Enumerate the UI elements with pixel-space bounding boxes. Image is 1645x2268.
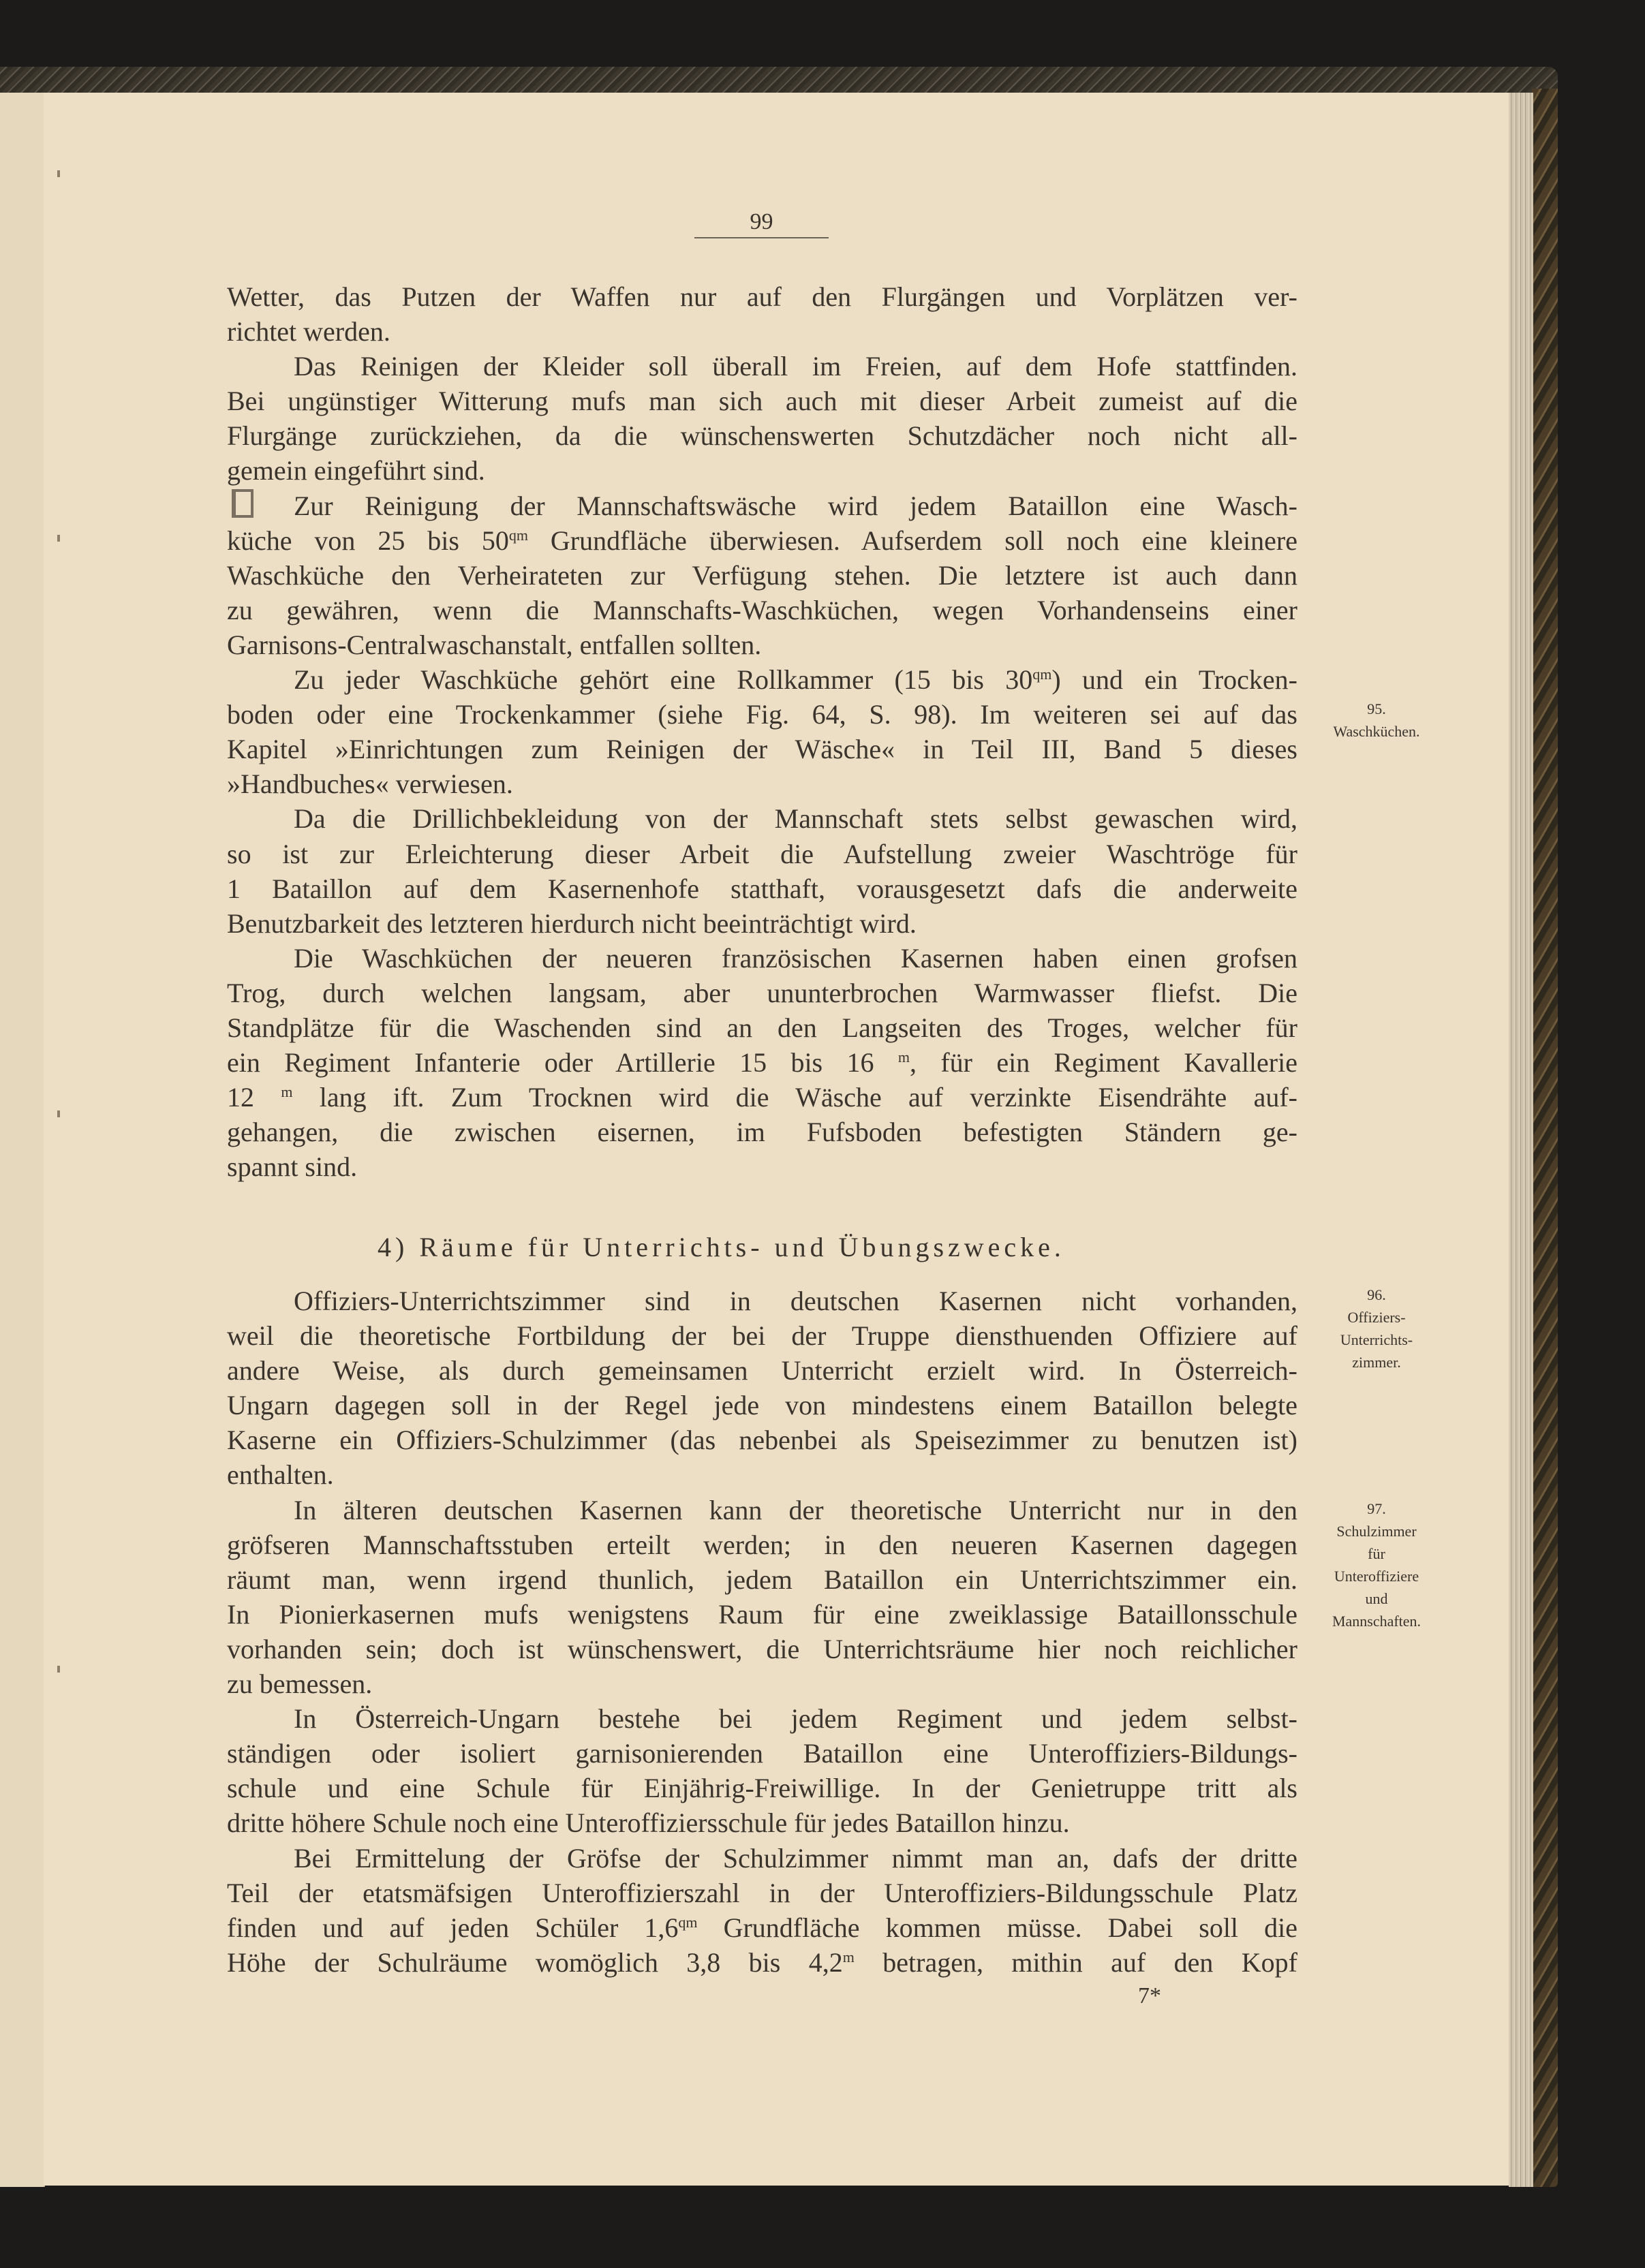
- text-run: finden und auf jeden Schüler 1,6: [227, 1912, 679, 1943]
- text-run: Flurgänge zurückziehen, da die wünschenswerten Schutzdächer noch nicht all-: [227, 420, 1297, 452]
- text-line: [227, 1736, 1297, 1771]
- margin-note-line: Mannschaften.: [1332, 1613, 1421, 1630]
- text-run: Kaserne ein Offiziers-Schulzimmer (das nebenbei als Speisezimmer zu benutzen ist): [227, 1425, 1297, 1456]
- book-cover-top: [0, 67, 1558, 93]
- text-line: [227, 1388, 1297, 1423]
- text-run: Ungarn dagegen soll in der Regel jede von mindestens einem Bataillon belegte: [227, 1390, 1297, 1421]
- text-line: [227, 801, 1297, 836]
- margin-note-96: [1298, 1284, 1455, 1373]
- text-run: Benutzbarkeit des letzteren hierdurch nicht beeinträchtigt wird.: [227, 907, 917, 939]
- text-run: ) und ein Trocken-: [1051, 664, 1298, 696]
- text-run: Das Reinigen der Kleider soll überall im Freien, auf dem Hofe stattfinden.: [294, 351, 1297, 382]
- text-line: [227, 523, 1297, 558]
- text-line: [227, 279, 1297, 314]
- text-line: [227, 1805, 1297, 1840]
- facing-page-edge: [0, 78, 45, 2187]
- binding-mark: [57, 170, 60, 177]
- text-run: gemein eingeführt sind.: [227, 455, 485, 486]
- text-run: gröfseren Mannschaftsstuben erteilt werden; in den neueren Kasernen dagegen: [227, 1529, 1297, 1560]
- text-line: [227, 627, 1297, 662]
- page-stack-edges: [1509, 93, 1533, 2187]
- text-line: [227, 1423, 1297, 1457]
- text-run: Die Waschküchen der neueren französischen Kasernen haben einen grofsen: [294, 942, 1297, 974]
- text-run: Bei ungünstiger Witterung mufs man sich auch mit dieser Arbeit zumeist auf die: [227, 386, 1297, 417]
- text-run: küche von 25 bis 50: [227, 525, 509, 556]
- text-line: [227, 1945, 1297, 1980]
- text-line: [227, 871, 1297, 906]
- text-run: Bei Ermittelung der Gröfse der Schulzimmer nimmt man an, dafs der dritte: [294, 1842, 1297, 1874]
- text-run: Garnisons-Centralwaschanstalt, entfallen sollten.: [227, 629, 762, 660]
- margin-note-line: zimmer.: [1352, 1354, 1401, 1371]
- text-run: Kapitel »Einrichtungen zum Reinigen der Wäsche« in Teil III, Band 5 dieses: [227, 734, 1297, 765]
- text-run: Wetter, das Putzen der Waffen nur auf den Flurgängen und Vorplätzen ver-: [227, 281, 1297, 312]
- text-run: Waschküche den Verheirateten zur Verfügung stehen. Die letztere ist auch dann: [227, 559, 1297, 591]
- text-line: [227, 1771, 1297, 1805]
- text-line: [227, 1597, 1297, 1632]
- text-run: zu bemessen.: [227, 1668, 373, 1700]
- text-line: [227, 453, 1297, 488]
- unit-superscript: qm: [508, 526, 528, 544]
- margin-note-line: Waschküchen.: [1333, 723, 1420, 740]
- text-line: [227, 1666, 1297, 1701]
- text-run: gehangen, die zwischen eisernen, im Fufsboden befestigten Ständern ge-: [227, 1117, 1297, 1148]
- text-line: [227, 593, 1297, 627]
- text-run: In Pionierkasernen mufs wenigstens Raum für eine zweiklassige Bataillonsschule: [227, 1598, 1297, 1630]
- margin-note-number: 96.: [1367, 1286, 1386, 1303]
- text-run: zu gewähren, wenn die Mannschafts-Waschküchen, wegen Vorhandenseins einer: [227, 594, 1297, 625]
- text-line: [227, 906, 1297, 941]
- text-line: [227, 837, 1297, 871]
- text-line: [227, 1353, 1297, 1388]
- text-line: [227, 1527, 1297, 1562]
- text-line: [227, 976, 1297, 1010]
- text-run: Trog, durch welchen langsam, aber ununterbrochen Warmwasser fliefst. Die: [227, 977, 1297, 1008]
- text-run: betragen, mithin auf den Kopf: [854, 1946, 1297, 1978]
- text-run: »Handbuches« verwiesen.: [227, 768, 513, 800]
- text-line: [227, 314, 1297, 349]
- text-run: Standplätze für die Waschenden sind an den Langseiten des Troges, welcher für: [227, 1012, 1297, 1043]
- text-line: [227, 418, 1297, 453]
- text-line: [227, 732, 1297, 766]
- text-run: Grundfläche überwiesen. Aufserdem soll noch eine kleinere: [528, 525, 1297, 556]
- text-line: [227, 697, 1297, 732]
- ink-mark: [232, 489, 253, 518]
- text-line: [227, 1701, 1297, 1736]
- text-line: [227, 1841, 1297, 1876]
- text-run: In älteren deutschen Kasernen kann der theoretische Unterricht nur in den: [294, 1494, 1297, 1525]
- text-run: 12: [227, 1082, 281, 1113]
- text-line: [227, 1284, 1297, 1318]
- section-heading: 4) Räume für Unterrichts- und Übungszwecke.: [378, 1232, 1065, 1262]
- text-run: Zu jeder Waschküche gehört eine Rollkammer (15 bis 30: [294, 664, 1033, 696]
- text-run: Da die Drillichbekleidung von der Mannschaft stets selbst gewaschen wird,: [294, 803, 1297, 835]
- margin-note-97: [1298, 1497, 1455, 1632]
- text-line: [227, 1562, 1297, 1597]
- unit-superscript: qm: [678, 1913, 698, 1931]
- text-run: richtet werden.: [227, 316, 390, 347]
- text-run: so ist zur Erleichterung dieser Arbeit die Aufstellung zweier Waschtröge für: [227, 838, 1297, 869]
- text-run: Teil der etatsmäfsigen Unteroffizierszahl in der Unteroffiziers-Bildungsschule Platz: [227, 1877, 1297, 1908]
- text-line: [227, 1318, 1297, 1353]
- text-line: [227, 766, 1297, 801]
- text-line: [227, 384, 1297, 418]
- text-run: , für ein Regiment Kavallerie: [909, 1047, 1297, 1078]
- text-run: Zur Reinigung der Mannschaftswäsche wird jedem Bataillon eine Wasch-: [294, 490, 1297, 521]
- margin-note-line: Unteroffiziere: [1334, 1568, 1419, 1585]
- body-text-section-2: [227, 1284, 1297, 1980]
- text-run: In Österreich-Ungarn bestehe bei jedem Regiment und jedem selbst-: [294, 1703, 1297, 1735]
- text-run: schule und eine Schule für Einjährig-Freiwillige. In der Genietruppe tritt als: [227, 1773, 1297, 1804]
- margin-note-line: für: [1368, 1545, 1385, 1562]
- text-run: räumt man, wenn irgend thunlich, jedem Bataillon ein Unterrichtszimmer ein.: [227, 1564, 1297, 1595]
- page-number-rule: [694, 237, 829, 238]
- unit-superscript: qm: [1032, 666, 1052, 683]
- text-run: Offiziers-Unterrichtszimmer sind in deutschen Kasernen nicht vorhanden,: [294, 1286, 1297, 1316]
- text-line: [227, 488, 1297, 523]
- binding-mark: [57, 1110, 60, 1117]
- margin-note-number: 97.: [1367, 1500, 1386, 1517]
- unit-superscript: m: [281, 1083, 293, 1101]
- text-run: ständigen oder isoliert garnisonierenden Bataillon eine Unteroffiziers-Bildungs-: [227, 1738, 1297, 1769]
- text-line: [227, 1910, 1297, 1945]
- text-run: vorhanden sein; doch ist wünschenswert, die Unterrichtsräume hier noch reichlicher: [227, 1633, 1297, 1664]
- margin-note-line: Offiziers-: [1347, 1309, 1406, 1326]
- text-run: weil die theoretische Fortbildung der bei der Truppe diensthuenden Offiziere auf: [227, 1320, 1297, 1352]
- unit-superscript: m: [897, 1048, 910, 1066]
- text-run: dritte höhere Schule noch eine Unteroffiziersschule für jedes Bataillon hinzu.: [227, 1807, 1070, 1839]
- body-text-section-1: [227, 279, 1297, 1184]
- margin-note-number: 95.: [1367, 700, 1386, 717]
- text-run: andere Weise, als durch gemeinsamen Unterricht erzielt wird. In Österreich-: [227, 1355, 1297, 1386]
- text-line: [227, 1493, 1297, 1527]
- text-run: 1 Bataillon auf dem Kasernenhofe statthaft, vorausgesetzt dafs die anderweite: [227, 873, 1297, 904]
- text-line: [227, 349, 1297, 384]
- text-run: boden oder eine Trockenkammer (siehe Fig. 64, S. 98). Im weiteren sei auf das: [227, 699, 1297, 730]
- text-run: Grundfläche kommen müsse. Dabei soll die: [697, 1912, 1297, 1943]
- text-line: [227, 1632, 1297, 1666]
- text-line: [227, 662, 1297, 697]
- text-line: [227, 1115, 1297, 1149]
- text-line: [227, 1010, 1297, 1045]
- text-line: [227, 1876, 1297, 1910]
- text-line: [227, 558, 1297, 593]
- unit-superscript: m: [842, 1948, 855, 1966]
- margin-note-line: Schulzimmer: [1336, 1523, 1417, 1540]
- text-run: Höhe der Schulräume womöglich 3,8 bis 4,2: [227, 1946, 843, 1978]
- margin-note-line: und: [1365, 1590, 1388, 1607]
- signature-mark: 7*: [1138, 1983, 1161, 2008]
- binding-mark: [57, 1666, 60, 1673]
- text-line: [227, 1045, 1297, 1080]
- text-line: [227, 1149, 1297, 1184]
- text-run: enthalten.: [227, 1459, 334, 1491]
- text-run: spannt sind.: [227, 1151, 358, 1183]
- margin-note-95: [1298, 698, 1455, 743]
- binding-mark: [57, 535, 60, 542]
- text-line: [227, 1080, 1297, 1115]
- text-line: [227, 941, 1297, 976]
- text-line: [227, 1457, 1297, 1492]
- text-run: lang ift. Zum Trocknen wird die Wäsche auf verzinkte Eisendrähte auf-: [292, 1082, 1298, 1113]
- text-run: ein Regiment Infanterie oder Artillerie 15 bis 16: [227, 1047, 898, 1078]
- page-number: 99: [750, 209, 773, 234]
- book-cover-right: [1532, 89, 1558, 2187]
- margin-note-line: Unterrichts-: [1340, 1331, 1413, 1348]
